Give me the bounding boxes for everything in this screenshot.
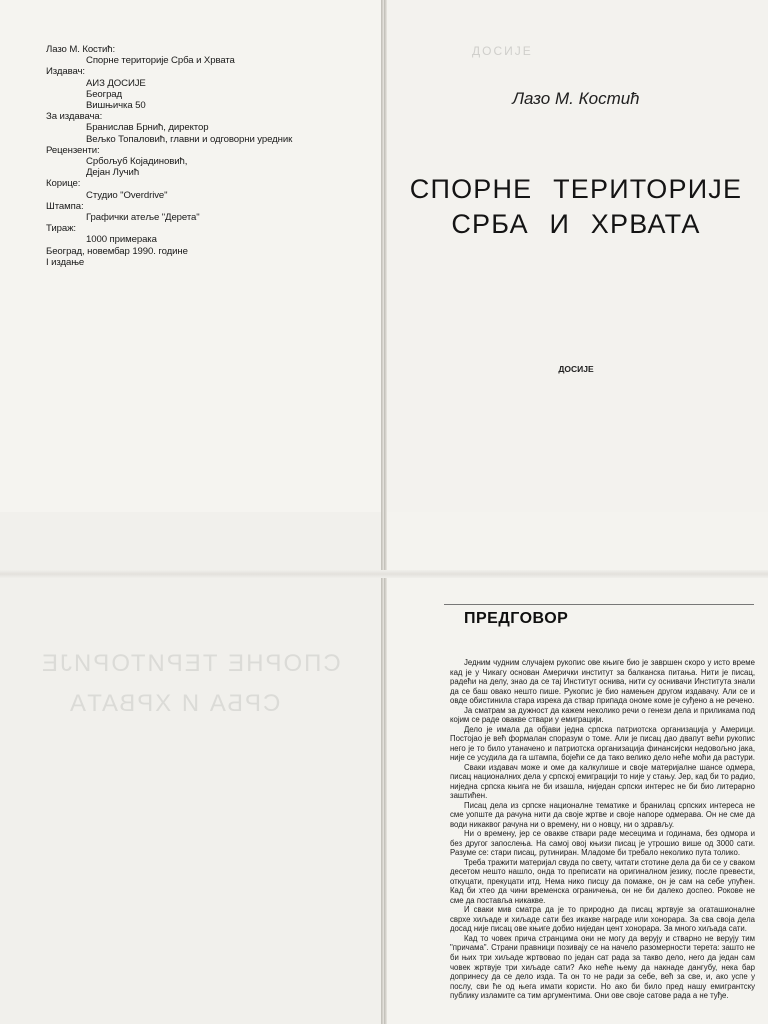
imprint-line: Штампа: [46, 200, 84, 212]
imprint-line: АИЗ ДОСИЈЕ [86, 77, 146, 89]
author-name: Лазо М. Костић [512, 89, 640, 108]
imprint-line: Вишњичка 50 [86, 100, 146, 112]
imprint-line: Дејан Лучић [86, 167, 140, 179]
preface-paragraph: Ни о времену, јер се овакве ствари раде месецима и годинама, без одмора и без другог запослења. На самој овој књизи писац је утрошио више од 3000 сати. Разуме се: стари писац, рутиниран. Младоме би требало неколико пута толико. [450, 829, 755, 858]
book-title [384, 172, 768, 242]
preface-paragraph: Писац дела из српске националне тематике и бранилац српских интереса не сме уопште да рачуна нити да своје жртве и своје напоре одмерава. Он не сме да води никаквог рачуна ни о времену, ни о новцу, ни о здрављу. [450, 800, 755, 829]
imprint-line: Корице: [46, 178, 81, 190]
bleed-through-text: ДОСИЈЕ [472, 44, 533, 58]
preface-body [450, 658, 755, 1001]
preface-paragraph: И сваки мив сматра да је то природно да писац жртвује за огаташионалне сврхе хиљаде и хиљаде сати без икакве награде или хонорара. За сва своја дела досад није писац ове књиге добио ниједан цент хонорара. За много хиљада сати. [450, 905, 755, 934]
preface-heading: ПРЕДГОВОР [464, 610, 569, 627]
preface-paragraph: Дело је имала да објави једна српска патриотска организација у Америци. Постојао је већ формалан споразум о томе. Али је писац дао двапут већи рукопис него је то било утаначено и патриотска организација финансијски недовољно јака, није се усудила да га штампа, бојећи се да тако велико дело неће моћи да растури. [450, 724, 755, 763]
book-title-line-1: СПОРНЕ ТЕРИТОРИЈЕ [409, 174, 743, 204]
bleed-through-title: СРБА И ХРВАТА [68, 690, 281, 717]
imprint-page [0, 0, 384, 512]
title-page [384, 0, 768, 512]
preface-paragraph: Кад то човек прича странцима они не могу да верују и стварно не верују тим "причама". Страни правници позивају се на начело разомерности терета: зашто не би њих три хиљаде жртвовао по један сат рада за такво дело, него да један сам човек жртвује три хиљаде сати? Ако неће њему да накнаде дангубу, нека бар допринесу да се дело изда. Та он то не ради за себе, већ за све, и, ако успе у послу, сви ћe од њега имати користи. Но ако би било пред нашу емигрантску публику изламите са тим аргументима. Они ове своје сатове рада а не туђе. [450, 933, 755, 1001]
imprint-line: Београд, новембар 1990. године [46, 245, 188, 257]
imprint-line: Бранислав Брнић, директор [86, 122, 209, 134]
bleed-through-title: СПОРНЕ ТЕРИТОРИЈЕ [40, 650, 341, 677]
preface-paragraph: Једним чудним случајем рукопис ове књиге био је завршен скоро у исто време кад је у Чикагу основан Амерички институт за балканска питања. Нити је писац, радећи на делу, знао да се тај Институт оснива, нити су оснивачи Института знали да се баш овако нешто пише. Рукопис је био намењен другом издавачу. Али се и овде обистинила стара изрека да ствар припада ономе коме је суђено а не речено. [450, 658, 755, 706]
imprint-line: 1000 примерака [86, 234, 157, 246]
imprint-line: Србољуб Којадиновић, [86, 156, 188, 168]
heading-rule [444, 604, 754, 605]
imprint-line: I издање [46, 256, 85, 268]
imprint-line: Студио "Overdrive" [86, 189, 168, 201]
preface-paragraph: Треба тражити материјал свуда по свету, читати стотине дела да би се у сваком десетом нешто нашло, онда то преписати на оригиналном језику, после превести, откуцати, прекуцати итд. Нема нико писцу да помаже, он је сам на себе упућен. Кад би хтео да чини временска ограничења, он не би далеко доспео. Рокове не сме да поставља никакве. [450, 857, 755, 905]
imprint-line: Спорне територије Срба и Хрвата [86, 55, 235, 67]
publisher-name: ДОСИЈЕ [558, 364, 594, 374]
imprint-line: Лазо М. Костић: [46, 44, 116, 55]
imprint-line: Београд [86, 88, 123, 100]
imprint-line: Издавач: [46, 66, 85, 78]
blank-page [0, 512, 384, 1024]
imprint-line: Тираж: [46, 223, 76, 235]
preface-paragraph: Ја сматрам за дужност да кажем неколико речи о генези дела и приликама под којим се раде овакве ствари у емиграцији. [450, 705, 755, 725]
preface-paragraph: Сваки издавач може и оме да калкулише и своје материјалне шансе одмера, писац националних дела у српској емиграцији то није у стању. Јер, кад би то радио, ниједна српска књига не би изашла, ниједан српски интерес не би био литерарно заштићен. [450, 762, 755, 801]
imprint-block [46, 44, 366, 268]
imprint-line: За издавача: [46, 111, 103, 123]
book-title-line-2: СРБА И ХРВАТА [451, 209, 701, 239]
imprint-line: Вељко Топаловић, главни и одговорни уредник [86, 133, 293, 145]
imprint-line: Рецензенти: [46, 144, 100, 156]
page-seam [0, 570, 768, 578]
imprint-line: Графички атеље "Дерета" [86, 212, 200, 224]
